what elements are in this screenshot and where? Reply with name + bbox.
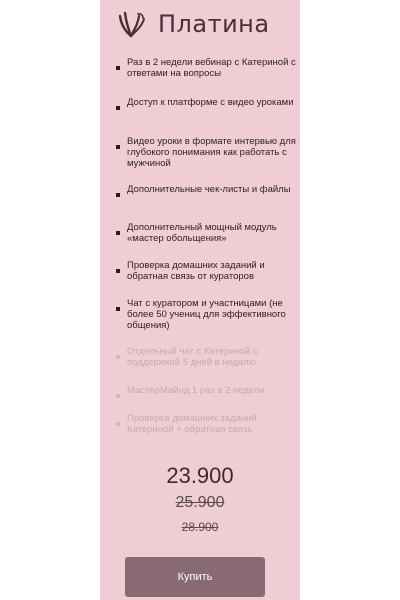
feature-text: Проверка домашних заданий и обратная связь от кураторов <box>127 260 265 282</box>
feature-text: Дополнительный мощный модуль «мастер обольщения» <box>127 222 277 244</box>
price-older: 28.900 <box>181 520 219 534</box>
feature-item <box>116 298 296 331</box>
feature-text: Дополнительные чек-листы и файлы <box>127 184 291 195</box>
bullet-icon <box>116 231 120 235</box>
feature-item <box>116 97 296 110</box>
bullet-icon <box>116 355 120 359</box>
plan-title: Платина <box>158 10 270 38</box>
price-old: 25.900 <box>175 494 225 511</box>
feature-item <box>116 184 296 197</box>
feature-text: МастерМайнд 1 раз в 2 недели <box>127 385 265 396</box>
feature-text: Доступ к платформе с видео уроками <box>127 97 294 108</box>
price-current: 23.900 <box>166 463 234 488</box>
bullet-icon <box>116 394 120 398</box>
bullet-icon <box>116 66 120 70</box>
feature-item <box>116 57 296 79</box>
bullet-icon <box>116 193 120 197</box>
feature-item <box>116 222 296 244</box>
feature-text: Раз в 2 недели вебинар с Катериной с ответами на вопросы <box>127 57 296 79</box>
feature-text: Видео уроки в формате интервью для глубокого понимания как работать с мужчиной <box>127 136 296 169</box>
buy-button[interactable]: Купить <box>125 557 265 597</box>
feature-item <box>116 260 296 282</box>
feature-item-disabled <box>116 413 296 435</box>
bullet-icon <box>116 307 120 311</box>
feature-item <box>116 136 296 169</box>
feature-item-disabled <box>116 346 296 368</box>
feature-text: Чат с куратором и участницами (не более 50 учениц для эффективного общения) <box>127 298 286 331</box>
pricing-card <box>100 0 300 600</box>
bullet-icon <box>116 422 120 426</box>
bullet-icon <box>116 269 120 273</box>
bullet-icon <box>116 145 120 149</box>
feature-text: Отдельный чат с Катериной с поддержкой 5 дней в неделю <box>127 346 258 368</box>
feature-text: Проверка домашних заданий Катериной + обратная связь <box>127 413 257 435</box>
bullet-icon <box>116 106 120 110</box>
feature-list <box>100 0 300 450</box>
feature-item-disabled <box>116 385 296 398</box>
